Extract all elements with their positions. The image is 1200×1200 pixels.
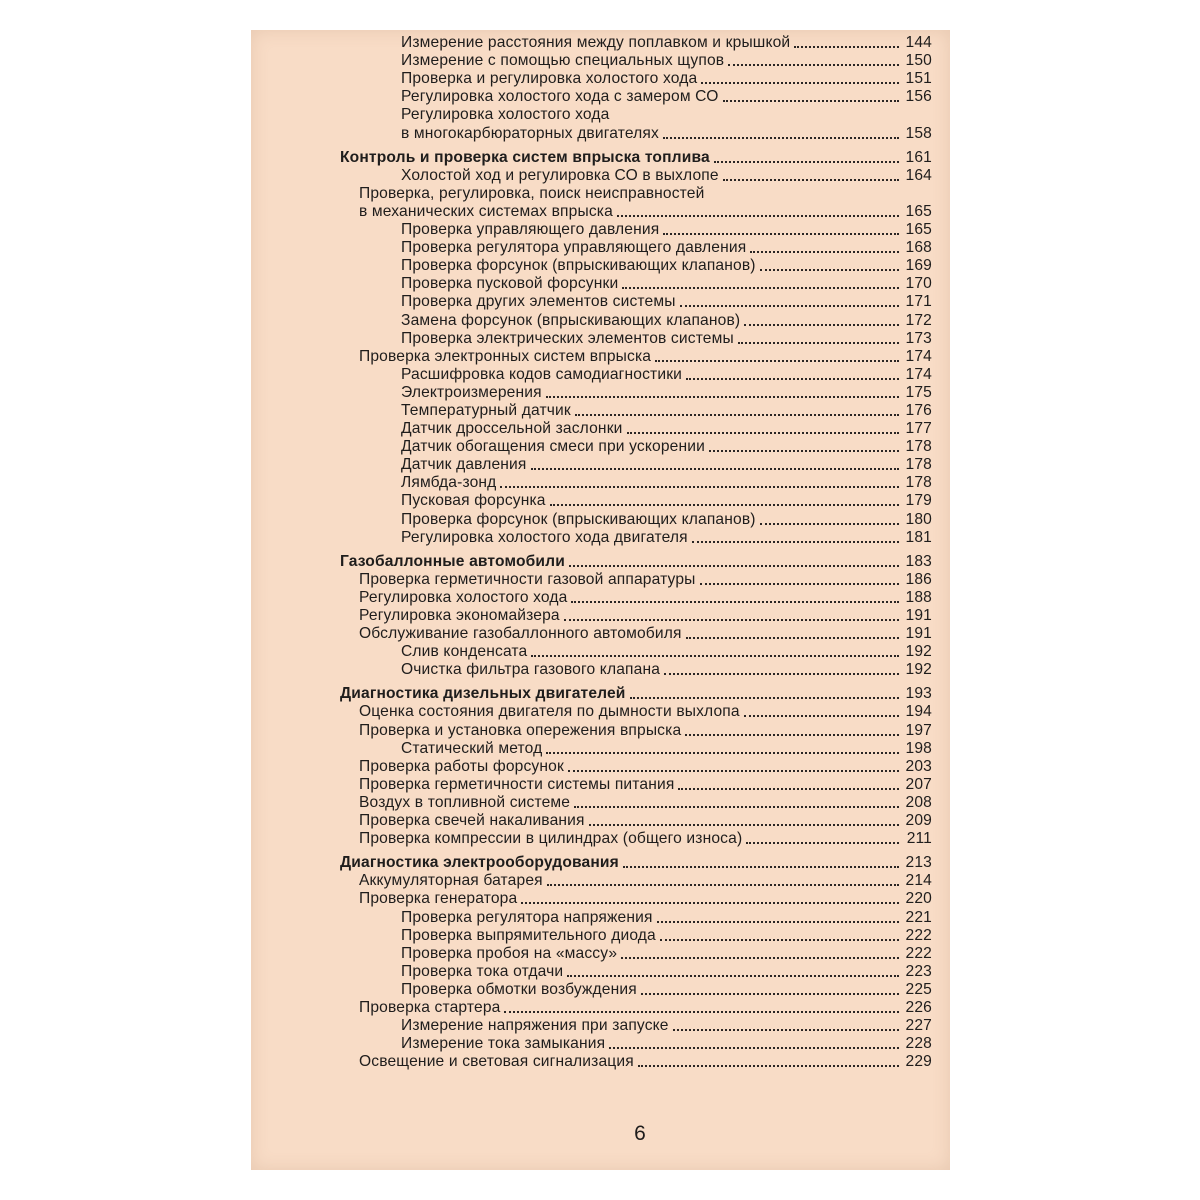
toc-entry-page: 177 (905, 420, 932, 438)
dot-leader (673, 1029, 899, 1031)
toc-entry-title: Проверка пробоя на «массу» (401, 944, 618, 962)
toc-entry-page: 192 (905, 661, 932, 679)
toc-entry-title: Проверка и установка опережения впрыска (359, 721, 682, 739)
toc-entry-page: 222 (905, 926, 932, 944)
toc-entry (340, 402, 932, 420)
toc-entry-page: 175 (905, 383, 932, 401)
toc-entry-title: Температурный датчик (401, 401, 571, 419)
toc-entry-title: Воздух в топливной системе (359, 793, 571, 811)
toc-entry-page: 144 (905, 34, 932, 52)
toc-entry-title: Электроизмерения (401, 383, 542, 401)
toc-entry-page: 214 (905, 872, 932, 890)
toc-entry-title: Статический метод (401, 739, 543, 757)
dot-leader (500, 486, 899, 488)
dot-leader (663, 137, 899, 139)
dot-leader (574, 806, 899, 808)
toc-entry (340, 625, 932, 643)
toc-entry-title: Регулировка холостого хода с замером СО (401, 88, 719, 106)
toc-entry (340, 456, 932, 474)
toc-entry-page: 221 (905, 908, 932, 926)
table-of-contents (340, 34, 932, 1071)
toc-entry-title: Регулировка холостого хода (359, 588, 568, 606)
toc-entry (340, 330, 932, 348)
toc-entry-page: 225 (905, 980, 932, 998)
toc-entry (340, 167, 932, 185)
toc-entry-page: 178 (905, 474, 932, 492)
toc-entry-title: Проверка герметичности системы питания (359, 775, 675, 793)
dot-leader (760, 269, 899, 271)
toc-entry (340, 927, 932, 945)
toc-entry (340, 758, 932, 776)
dot-leader (744, 715, 899, 717)
toc-entry-title: Расшифровка кодов самодиагностики (401, 365, 683, 383)
dot-leader (709, 450, 899, 452)
toc-entry-page: 193 (905, 685, 932, 703)
toc-entry (340, 438, 932, 456)
toc-entry-page: 227 (905, 1017, 932, 1035)
dot-leader (571, 601, 899, 603)
dot-leader (627, 432, 899, 434)
toc-entry (340, 70, 932, 88)
toc-entry-title: Проверка регулятора напряжения (401, 908, 653, 926)
toc-entry (340, 203, 932, 221)
toc-entry-title: Освещение и световая сигнализация (359, 1053, 634, 1071)
toc-entry-page: 161 (905, 148, 932, 166)
toc-entry-page: 223 (905, 962, 932, 980)
dot-leader (723, 100, 899, 102)
dot-leader (660, 939, 899, 941)
toc-entry-page: 211 (906, 830, 932, 848)
toc-entry-title: Проверка выпрямительного диода (401, 926, 656, 944)
toc-section-heading (340, 149, 932, 167)
toc-entry-page: 158 (905, 124, 932, 142)
toc-entry-page: 228 (905, 1035, 932, 1053)
toc-entry (340, 510, 932, 528)
toc-entry (340, 1017, 932, 1035)
toc-entry (340, 999, 932, 1017)
toc-entry (340, 981, 932, 999)
toc-entry-page: 172 (905, 311, 932, 329)
toc-entry (340, 890, 932, 908)
toc-entry (340, 185, 932, 203)
toc-entry (340, 1053, 932, 1071)
toc-entry (340, 872, 932, 890)
toc-entry-title: Проверка стартера (359, 998, 501, 1016)
toc-entry-page: 174 (905, 347, 932, 365)
toc-entry-page: 174 (905, 365, 932, 383)
toc-entry-page: 151 (905, 70, 932, 88)
dot-leader (546, 396, 899, 398)
toc-entry (340, 703, 932, 721)
dot-leader (531, 655, 899, 657)
dot-leader (728, 64, 899, 66)
dot-leader (569, 565, 899, 567)
toc-entry-title: Проверка электронных систем впрыска (359, 347, 652, 365)
toc-entry-page: 194 (905, 703, 932, 721)
dot-leader (700, 583, 899, 585)
dot-leader (630, 697, 899, 699)
dot-leader (685, 734, 899, 736)
toc-entry-page: 188 (905, 588, 932, 606)
dot-leader (638, 1065, 899, 1067)
toc-entry (340, 124, 932, 142)
toc-entry-page: 186 (905, 570, 932, 588)
toc-entry-page: 169 (905, 257, 932, 275)
toc-entry (340, 257, 932, 275)
toc-entry (340, 661, 932, 679)
dot-leader (746, 842, 899, 844)
toc-entry-title: Проверка обмотки возбуждения (401, 980, 637, 998)
toc-entry-title: Датчик давления (401, 456, 527, 474)
toc-section-heading (340, 854, 932, 872)
dot-leader (564, 619, 899, 621)
toc-entry-title: Измерение напряжения при запуске (401, 1017, 669, 1035)
toc-entry-title: Проверка управляющего давления (401, 221, 660, 239)
toc-entry (340, 34, 932, 52)
toc-entry-page: 173 (905, 329, 932, 347)
toc-entry-page: 197 (905, 721, 932, 739)
toc-entry-page: 213 (905, 854, 932, 872)
toc-entry-title: Диагностика электрооборудования (340, 854, 619, 872)
toc-entry-page: 165 (905, 221, 932, 239)
dot-leader (663, 233, 899, 235)
toc-entry-title: в многокарбюраторных двигателях (401, 124, 659, 142)
dot-leader (701, 82, 899, 84)
toc-entry-page: 181 (905, 528, 932, 546)
dot-leader (794, 46, 899, 48)
toc-entry (340, 643, 932, 661)
toc-entry-title: Регулировка холостого хода двигателя (401, 528, 688, 546)
toc-entry-page: 171 (905, 293, 932, 311)
dot-leader (521, 902, 899, 904)
toc-entry (340, 88, 932, 106)
dot-leader (617, 215, 899, 217)
toc-entry (340, 908, 932, 926)
toc-entry-title: Проверка компрессии в цилиндрах (общего износа) (359, 830, 743, 848)
dot-leader (686, 378, 899, 380)
toc-entry-page: 203 (905, 757, 932, 775)
toc-entry-page: 222 (905, 944, 932, 962)
dot-leader (504, 1011, 899, 1013)
dot-leader (622, 287, 899, 289)
toc-entry-page: 179 (905, 492, 932, 510)
dot-leader (568, 770, 899, 772)
toc-entry (340, 812, 932, 830)
toc-entry-page: 192 (905, 643, 932, 661)
page-number: 6 (634, 1122, 646, 1145)
dot-leader (680, 305, 899, 307)
toc-entry (340, 366, 932, 384)
toc-entry-page: 191 (905, 607, 932, 624)
toc-entry (340, 474, 932, 492)
dot-leader (546, 752, 899, 754)
toc-entry (340, 589, 932, 607)
toc-entry (340, 1035, 932, 1053)
toc-entry-page: 208 (905, 793, 932, 811)
toc-entry-page: 183 (905, 552, 932, 570)
toc-entry-title: Регулировка холостого хода (401, 106, 610, 124)
dot-leader (714, 161, 899, 163)
toc-entry-page: 164 (905, 166, 932, 184)
toc-entry-title: Проверка форсунок (впрыскивающих клапанов) (401, 257, 756, 275)
toc-entry (340, 776, 932, 794)
toc-entry (340, 275, 932, 293)
toc-entry-page: 226 (905, 998, 932, 1016)
toc-entry (340, 311, 932, 329)
dot-leader (547, 884, 899, 886)
dot-leader (655, 360, 899, 362)
toc-entry-title: Проверка работы форсунок (359, 757, 564, 775)
toc-entry-page: 209 (905, 812, 932, 830)
toc-entry-title: Измерение с помощью специальных щупов (401, 52, 725, 70)
toc-entry (340, 384, 932, 402)
toc-entry-page: 165 (905, 202, 932, 220)
toc-entry-title: Слив конденсата (401, 643, 528, 661)
toc-entry-title: Контроль и проверка систем впрыска топлива (340, 148, 710, 166)
dot-leader (678, 788, 899, 790)
toc-entry-title: Обслуживание газобаллонного автомобиля (359, 625, 682, 643)
toc-entry (340, 794, 932, 812)
dot-leader (641, 993, 899, 995)
toc-entry (340, 529, 932, 547)
dot-leader (750, 251, 899, 253)
toc-entry-title: Проверка герметичности газовой аппаратуры (359, 570, 696, 588)
dot-leader (744, 324, 899, 326)
toc-entry-page: 170 (905, 275, 932, 293)
toc-entry-page: 176 (905, 401, 932, 419)
toc-entry (340, 830, 932, 848)
toc-entry (340, 106, 932, 124)
toc-entry (340, 221, 932, 239)
dot-leader (575, 414, 899, 416)
toc-entry-page: 178 (905, 438, 932, 456)
toc-entry (340, 945, 932, 963)
toc-entry-title: Проверка регулятора управляющего давления (401, 239, 747, 257)
toc-entry-title: Датчик дроссельной заслонки (401, 420, 623, 438)
dot-leader (609, 1047, 899, 1049)
toc-entry-title: Проверка пусковой форсунки (401, 275, 619, 293)
dot-leader (664, 673, 899, 675)
toc-entry-title: Проверка генератора (359, 890, 518, 908)
toc-entry-page: 229 (905, 1053, 932, 1071)
toc-entry-title: Измерение расстояния между поплавком и крышкой (401, 34, 791, 52)
dot-leader (567, 975, 899, 977)
toc-entry-page: 156 (905, 88, 932, 106)
toc-section-heading (340, 685, 932, 703)
toc-entry-title: Проверка и регулировка холостого хода (401, 70, 698, 88)
toc-entry (340, 239, 932, 257)
toc-entry (340, 963, 932, 981)
toc-entry-title: Лямбда-зонд (401, 474, 497, 492)
dot-leader (623, 866, 899, 868)
toc-entry (340, 52, 932, 70)
toc-entry-title: Проверка форсунок (впрыскивающих клапанов) (401, 510, 756, 528)
dot-leader (760, 523, 899, 525)
toc-entry-title: Проверка тока отдачи (401, 962, 564, 980)
toc-entry-title: Регулировка экономайзера (359, 607, 560, 624)
toc-entry-title: Измерение тока замыкания (401, 1035, 606, 1053)
toc-entry-title: Аккумуляторная батарея (359, 872, 543, 890)
dot-leader (686, 637, 899, 639)
toc-entry-title: Проверка других элементов системы (401, 293, 676, 311)
toc-entry-title: Газобаллонные автомобили (340, 552, 565, 570)
dot-leader (550, 504, 899, 506)
toc-entry-title: Оценка состояния двигателя по дымности выхлопа (359, 703, 740, 721)
toc-entry-page: 150 (905, 52, 932, 70)
dot-leader (531, 468, 899, 470)
dot-leader (738, 342, 899, 344)
toc-entry-title: в механических системах впрыска (359, 202, 613, 220)
toc-entry (340, 721, 932, 739)
toc-entry-page: 168 (905, 239, 932, 257)
toc-entry-title: Пусковая форсунка (401, 492, 546, 510)
toc-entry-page: 207 (905, 775, 932, 793)
toc-entry (340, 420, 932, 438)
toc-entry (340, 740, 932, 758)
dot-leader (657, 921, 899, 923)
toc-entry (340, 348, 932, 366)
toc-entry-title: Диагностика дизельных двигателей (340, 685, 626, 703)
toc-entry-title: Проверка свечей накаливания (359, 812, 585, 830)
toc-entry-page: 220 (905, 890, 932, 908)
toc-entry-title: Датчик обогащения смеси при ускорении (401, 438, 705, 456)
toc-entry-page: 178 (905, 456, 932, 474)
dot-leader (723, 179, 899, 181)
toc-entry-title: Очистка фильтра газового клапана (401, 661, 661, 679)
toc-entry (340, 492, 932, 510)
toc-entry-title: Проверка электрических элементов системы (401, 329, 734, 347)
toc-entry-page: 191 (905, 625, 932, 643)
dot-leader (692, 541, 899, 543)
dot-leader (621, 957, 899, 959)
toc-entry-title: Холостой ход и регулировка СО в выхлопе (401, 166, 719, 184)
toc-section-heading (340, 553, 932, 571)
toc-entry-title: Замена форсунок (впрыскивающих клапанов) (401, 311, 741, 329)
dot-leader (589, 824, 899, 826)
toc-entry-title: Проверка, регулировка, поиск неисправностей (359, 184, 705, 202)
toc-entry-page: 180 (905, 510, 932, 528)
toc-entry (340, 293, 932, 311)
toc-entry (340, 571, 932, 589)
toc-entry (340, 607, 932, 625)
toc-entry-page: 198 (905, 739, 932, 757)
